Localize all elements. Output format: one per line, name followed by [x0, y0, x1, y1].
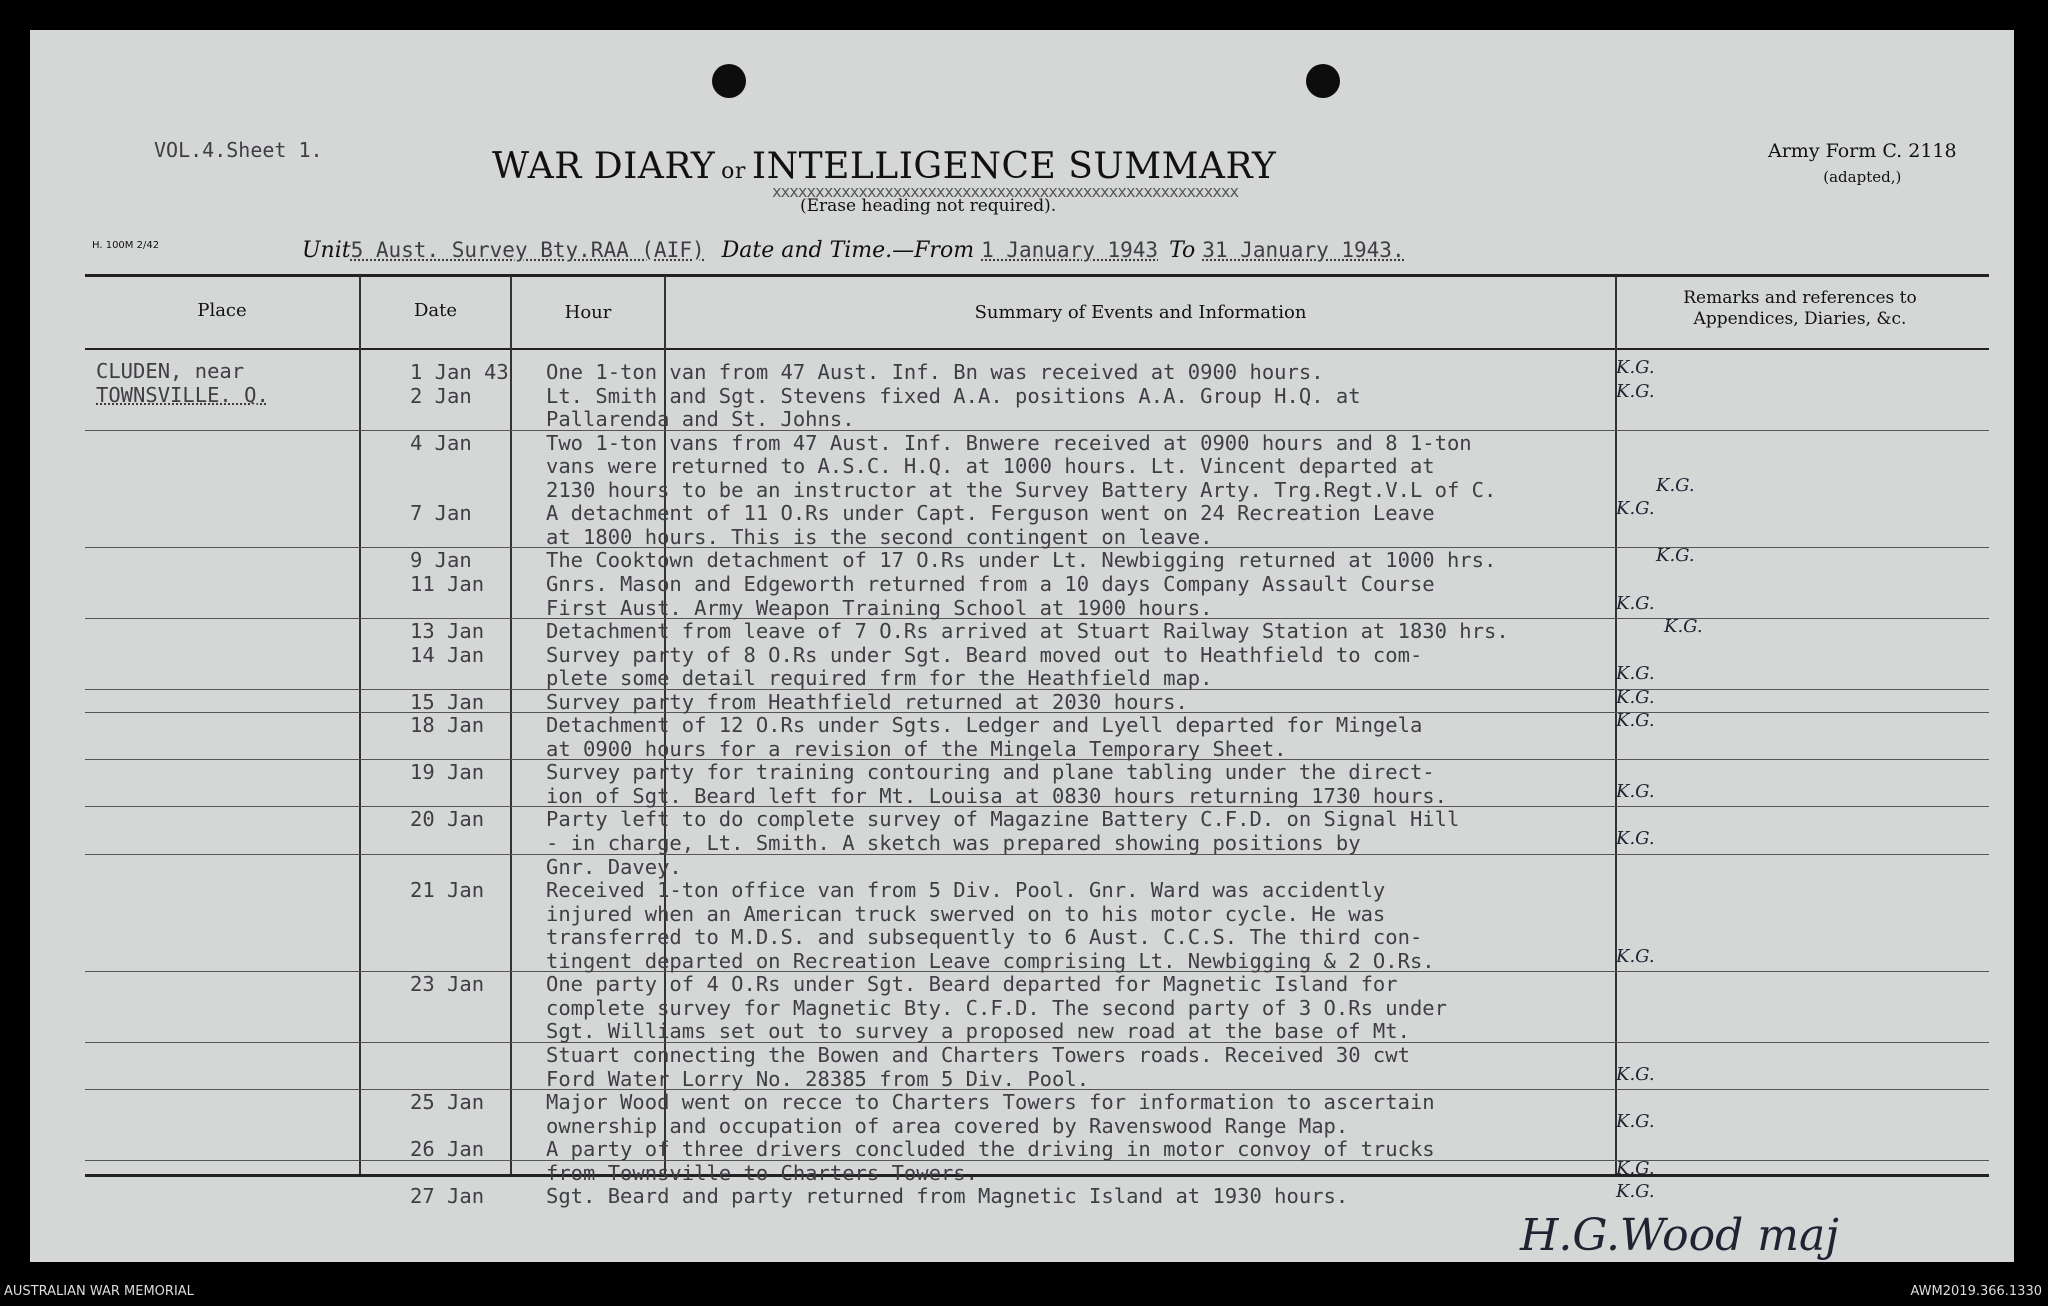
date-cell: 21 Jan [410, 878, 485, 903]
date-cell: 19 Jan [410, 760, 485, 785]
title-or: or [721, 159, 746, 184]
remarks-initials: K.G. [1616, 780, 1655, 802]
summary-line: First Aust. Army Weapon Training School at 1900 hours. [546, 595, 1213, 620]
date-cell: 1 Jan 43 [410, 360, 509, 384]
summary-line: Survey party of 8 O.Rs under Sgt. Beard moved out to Heathfield to com- [546, 642, 1423, 667]
date-label: Date and Time.—From [721, 238, 975, 263]
unit-value: 5 Aust. Survey Bty.RAA (AIF) [350, 238, 705, 262]
summary-line: vans were returned to A.S.C. H.Q. at 1000 hours. Lt. Vincent departed at [546, 454, 1435, 479]
summary-line: Major Wood went on recce to Charters Towers for information to ascertain [546, 1090, 1435, 1115]
remarks-initials: K.G. [1616, 828, 1655, 849]
summary-line: A detachment of 11 O.Rs under Capt. Ferguson went on 24 Recreation Leave [546, 501, 1435, 526]
remarks-initials: K.G. [1656, 474, 1695, 496]
summary-line: Pallarenda and St. Johns. [546, 407, 855, 432]
summary-line: Gnrs. Mason and Edgeworth returned from a 10 days Company Assault Course [546, 571, 1435, 596]
table-bottom-rule [85, 1174, 1989, 1177]
summary-line: One party of 4 O.Rs under Sgt. Beard departed for Magnetic Island for [546, 972, 1398, 997]
punch-hole-left [712, 64, 746, 98]
summary-line: Detachment of 12 O.Rs under Sgts. Ledger and Lyell departed for Mingela [546, 713, 1423, 738]
erase-heading-note: (Erase heading not required). [800, 196, 1057, 216]
header-bottom-rule [85, 348, 1989, 350]
date-cell: 15 Jan [410, 689, 485, 714]
summary-line: Stuart connecting the Bowen and Charters Towers roads. Received 30 cwt [546, 1042, 1410, 1067]
date-cell: 27 Jan [410, 1184, 485, 1209]
remarks-initials: K.G. [1616, 710, 1655, 732]
volume-sheet-label: VOL.4.Sheet 1. [154, 138, 323, 162]
remarks-initials: K.G. [1616, 686, 1655, 708]
summary-line: ownership and occupation of area covered by Ravenswood Range Map. [546, 1113, 1349, 1138]
column-header-date: Date [413, 300, 458, 321]
column-header-place: Place [197, 300, 247, 321]
summary-line: Two 1-ton vans from 47 Aust. Inf. Bnwere received at 0900 hours and 8 1-ton [546, 430, 1472, 455]
date-to: 31 January 1943. [1202, 238, 1405, 262]
diary-sheet [30, 30, 2014, 1262]
unit-date-line [302, 238, 1405, 263]
summary-line: Party left to do complete survey of Magazine Battery C.F.D. on Signal Hill [546, 807, 1460, 832]
summary-line: tingent departed on Recreation Leave comprising Lt. Newbigging & 2 O.Rs. [546, 948, 1435, 973]
summary-line: Received 1-ton office van from 5 Div. Pool. Gnr. Ward was accidently [546, 878, 1386, 903]
date-cell: 25 Jan [410, 1090, 485, 1115]
form-title [492, 146, 1276, 187]
summary-line: injured when an American truck swerved on to his motor cycle. He was [546, 901, 1386, 926]
date-cell: 23 Jan [410, 972, 485, 997]
summary-line: Survey party for training contouring and plane tabling under the direct- [546, 760, 1435, 785]
table-top-rule [85, 274, 1989, 277]
summary-line: The Cooktown detachment of 17 O.Rs under Lt. Newbigging returned at 1000 hrs. [546, 548, 1497, 573]
remarks-initials: K.G. [1616, 1110, 1655, 1132]
place-line-1: CLUDEN, near [96, 359, 245, 383]
date-cell: 7 Jan [410, 501, 472, 526]
summary-line: transferred to M.D.S. and subsequently to 6 Aust. C.C.S. The third con- [546, 925, 1423, 950]
summary-line: complete survey for Magnetic Bty. C.F.D. The second party of 3 O.Rs under [546, 995, 1447, 1020]
date-cell: 13 Jan [410, 619, 485, 644]
summary-line: at 0900 hours for a revision of the Mingela Temporary Sheet. [546, 736, 1287, 761]
print-code: H. 100M 2/42 [92, 240, 160, 251]
date-cell: 18 Jan [410, 713, 485, 738]
place-line-2: TOWNSVILLE. Q. [96, 382, 269, 407]
summary-line: Lt. Smith and Sgt. Stevens fixed A.A. positions A.A. Group H.Q. at [546, 383, 1361, 408]
column-header-summary: Summary of Events and Information [974, 302, 1307, 323]
remarks-initials: K.G. [1664, 616, 1703, 638]
remarks-initials: K.G. [1616, 498, 1655, 520]
place-cell [96, 360, 269, 407]
title-intelligence-summary: INTELLIGENCE SUMMARY [751, 146, 1277, 187]
column-header-hour: Hour [564, 302, 612, 323]
punch-hole-right [1306, 64, 1340, 98]
summary-line: Sgt. Beard and party returned from Magnetic Island at 1930 hours. [546, 1184, 1349, 1209]
remarks-initials: K.G. [1616, 592, 1655, 614]
summary-line: One 1-ton van from 47 Aust. Inf. Bn was received at 0900 hours. [546, 360, 1324, 384]
summary-line: Ford Water Lorry No. 28385 from 5 Div. Pool. [546, 1066, 1090, 1091]
date-cell: 20 Jan [410, 807, 485, 832]
remarks-initials: K.G. [1616, 1157, 1655, 1179]
date-cell: 11 Jan [410, 571, 485, 596]
unit-label: Unit [302, 238, 351, 263]
summary-line: at 1800 hours. This is the second contingent on leave. [546, 524, 1213, 549]
summary-line: Sgt. Williams set out to survey a proposed new road at the base of Mt. [546, 1019, 1410, 1044]
remarks-initials: K.G. [1616, 945, 1655, 967]
title-war-diary: WAR DIARY [492, 146, 716, 187]
summary-line: A party of three drivers concluded the driving in motor convoy of trucks [546, 1137, 1435, 1162]
summary-line: from Townsville to Charters Towers. [546, 1160, 978, 1185]
date-cell: 9 Jan [410, 548, 472, 573]
summary-line: ion of Sgt. Beard left for Mt. Louisa at 0830 hours returning 1730 hours. [546, 783, 1447, 808]
summary-line: Survey party from Heathfield returned at 2030 hours. [546, 689, 1188, 714]
to-label: To [1169, 238, 1196, 263]
remarks-initials: K.G. [1616, 1063, 1655, 1085]
remarks-initials: K.G. [1616, 357, 1655, 378]
column-divider-date [510, 276, 512, 1174]
summary-line: Detachment from leave of 7 O.Rs arrived at Stuart Railway Station at 1830 hrs. [546, 619, 1509, 644]
date-cell: 14 Jan [410, 642, 485, 667]
summary-line: Gnr. Davey. [546, 854, 682, 879]
date-cell: 2 Jan [410, 383, 472, 408]
remarks-initials: K.G. [1616, 1181, 1655, 1203]
footer-accession-number: AWM2019.366.1330 [1910, 1284, 2042, 1299]
remarks-initials: K.G. [1616, 663, 1655, 685]
remarks-initials: K.G. [1616, 380, 1655, 402]
summary-line: plete some detail required frm for the Heathfield map. [546, 666, 1213, 691]
remarks-initials: K.G. [1656, 545, 1695, 567]
footer-archive-name: AUSTRALIAN WAR MEMORIAL [4, 1284, 194, 1299]
date-cell: 26 Jan [410, 1137, 485, 1162]
signature: H.G.Wood maj [1520, 1210, 1839, 1261]
army-form-number: Army Form C. 2118 [1768, 140, 1957, 162]
summary-line: 2130 hours to be an instructor at the Survey Battery Arty. Trg.Regt.V.L of C. [546, 477, 1497, 502]
army-form-label [1768, 138, 1957, 190]
date-cell: 4 Jan [410, 430, 472, 455]
column-divider-place [359, 276, 361, 1174]
army-form-adapted: (adapted,) [1823, 168, 1902, 186]
date-from: 1 January 1943 [981, 238, 1159, 262]
column-header-remarks: Remarks and references to Appendices, Diaries, &c. [1683, 288, 1917, 329]
strike-through-x-marks: xxxxxxxxxxxxxxxxxxxxxxxxxxxxxxxxxxxxxxxxxxxxxxxxxxxxxx [772, 182, 1239, 201]
summary-line: - in charge, Lt. Smith. A sketch was prepared showing positions by [546, 831, 1361, 855]
